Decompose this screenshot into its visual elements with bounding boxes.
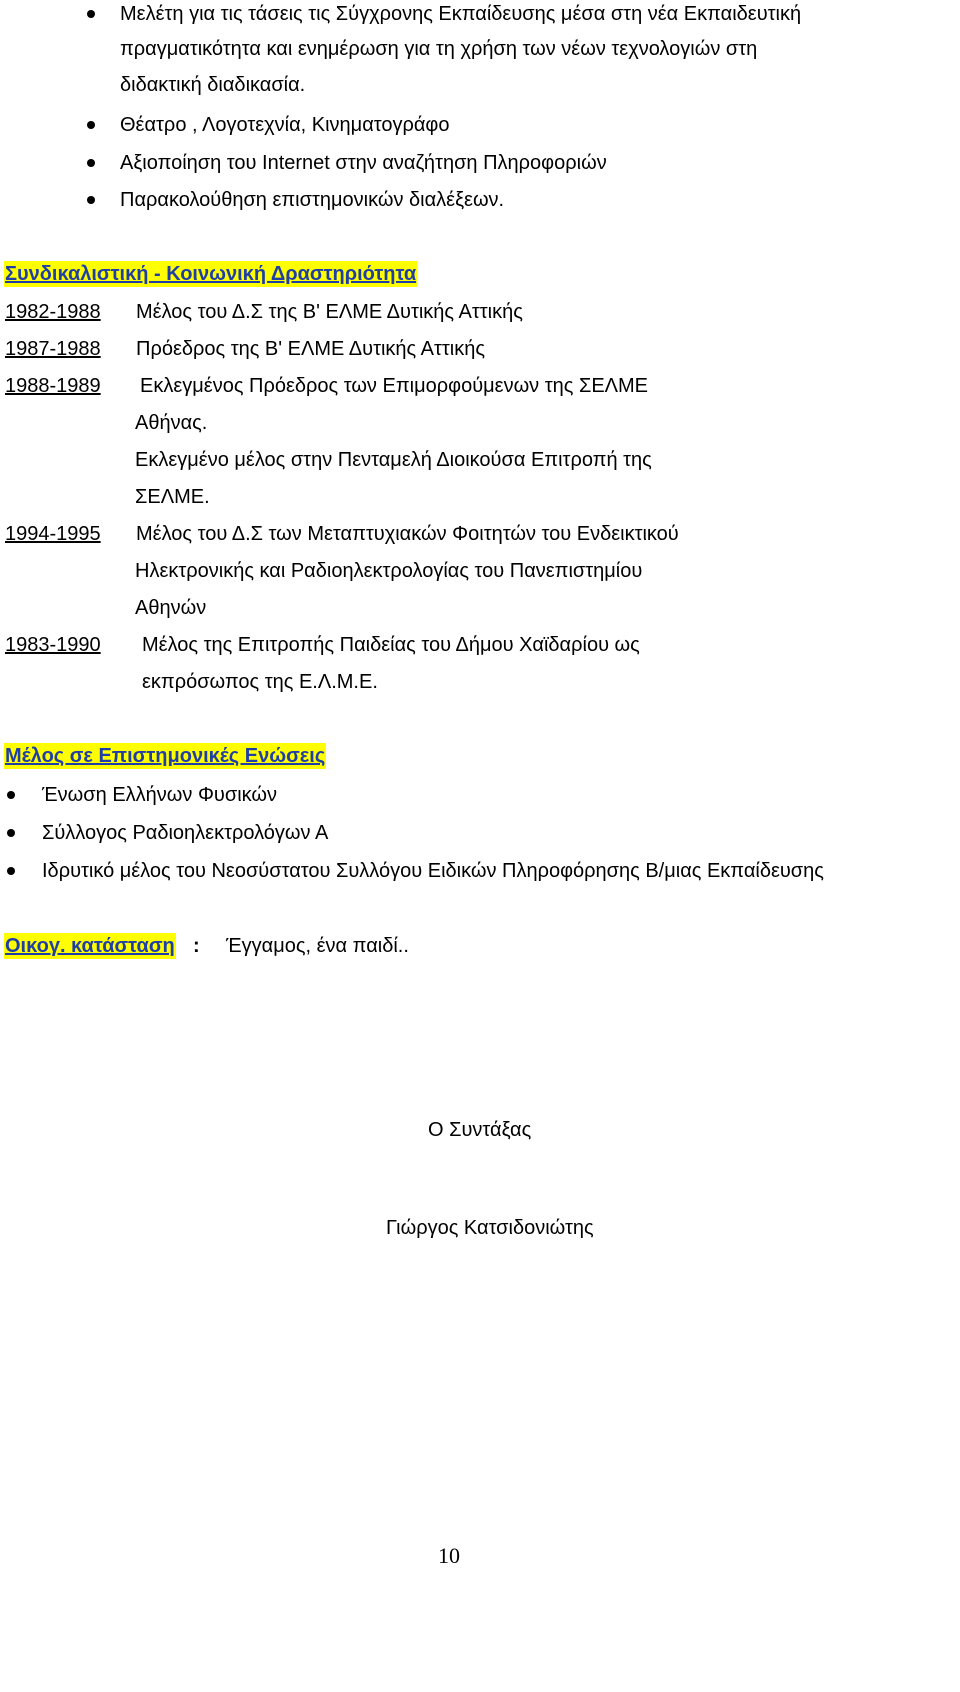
entry-years: 1988-1989 [5,375,101,397]
union-activity-heading: Συνδικαλιστική - Κοινωνική Δραστηριότητα [5,263,417,285]
entry-line: εκπρόσωπος της Ε.Λ.Μ.Ε. [142,671,378,693]
entry-line: Εκλεγμένο μέλος στην Πενταμελή Διοικούσα Επιτροπή της [135,449,652,471]
entry-line: Μέλος της Επιτροπής Παιδείας του Δήμου Χαϊδαρίου ως [142,634,640,656]
marital-status-colon: : [193,935,200,957]
entry-years: 1983-1990 [5,634,101,656]
entry-line: Πρόεδρος της Β' ΕΛΜΕ Δυτικής Αττικής [136,338,485,360]
marital-status-value: Έγγαμος, ένα παιδί.. [226,935,409,957]
entry-line: Μέλος του Δ.Σ των Μεταπτυχιακών Φοιτητών του Ενδεικτικού [136,523,679,545]
training-item-line: Αξιοποίηση του Internet στην αναζήτηση Πληροφοριών [120,152,607,174]
training-item-line: Θέατρο , Λογοτεχνία, Κινηματογράφο [120,114,450,136]
bullet-icon [7,867,15,875]
training-item-line: πραγματικότητα και ενημέρωση για τη χρήση των νέων τεχνολογιών στη [120,38,758,60]
entry-years: 1982-1988 [5,301,101,323]
bullet-icon [7,829,15,837]
societies-heading: Μέλος σε Επιστημονικές Ενώσεις [5,745,326,767]
entry-years: 1994-1995 [5,523,101,545]
training-item-line: Παρακολούθηση επιστημονικών διαλέξεων. [120,189,505,211]
training-item-line: Μελέτη για τις τάσεις τις Σύγχρονης Εκπαίδευσης μέσα στη νέα Εκπαιδευτική [120,3,802,25]
bullet-icon [7,791,15,799]
society-item: Ιδρυτικό μέλος του Νεοσύστατου Συλλόγου Ειδικών Πληροφόρησης Β/μιας Εκπαίδευσης [42,860,824,882]
entry-line: Αθήνας. [135,412,208,434]
entry-line: Αθηνών [135,597,207,619]
bullet-icon [87,196,95,204]
society-item: Σύλλογος Ραδιοηλεκτρολόγων Α [42,822,329,844]
entry-line: Ηλεκτρονικής και Ραδιοηλεκτρολογίας του Πανεπιστημίου [135,560,643,582]
signature-name: Γιώργος Κατσιδονιώτης [386,1217,594,1239]
bullet-icon [87,159,95,167]
entry-line: Εκλεγμένος Πρόεδρος των Επιμορφούμενων της ΣΕΛΜΕ [140,375,649,397]
entry-years: 1987-1988 [5,338,101,360]
bullet-icon [87,121,95,129]
signature-title: Ο Συντάξας [428,1119,532,1141]
page-number: 10 [438,1543,460,1568]
marital-status-label: Οικογ. κατάσταση [5,935,175,957]
bullet-icon [87,10,95,18]
entry-line: Μέλος του Δ.Σ της Β' ΕΛΜΕ Δυτικής Αττικής [136,301,523,323]
entry-line: ΣΕΛΜΕ. [135,486,210,508]
training-item-line: διδακτική διαδικασία. [120,74,306,96]
society-item: Ένωση Ελλήνων Φυσικών [42,784,278,806]
